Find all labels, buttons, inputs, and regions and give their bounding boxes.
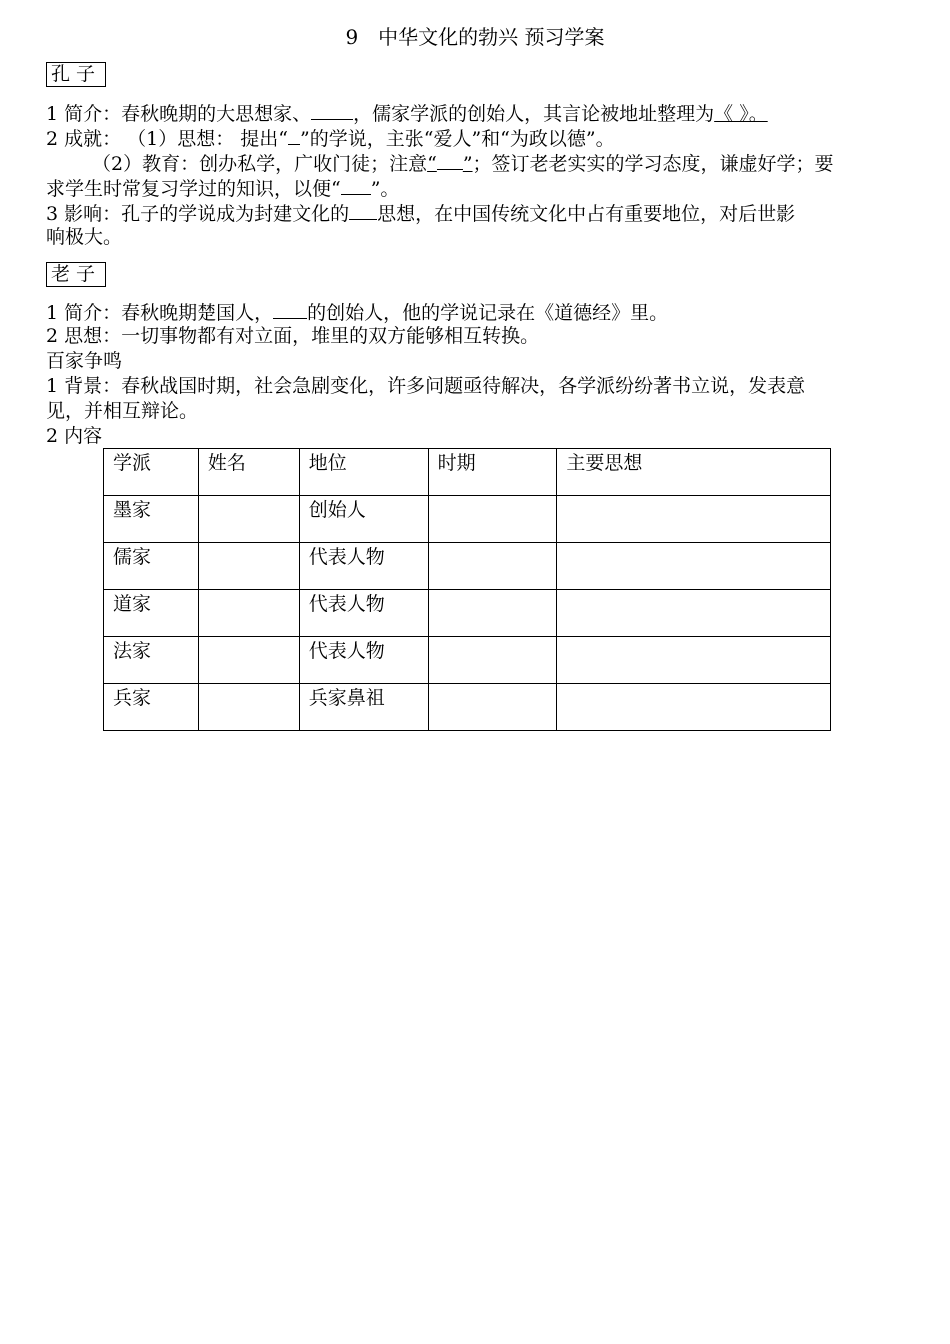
kongzi-intro-text: 1 简介：春秋晚期的大思想家、 [46,103,312,125]
status-cell: 代表人物 [299,637,428,684]
school-cell: 法家 [104,637,199,684]
book-title-blank[interactable]: 《 》。 [714,103,768,125]
period-cell[interactable] [428,590,557,637]
schools-table [103,448,831,731]
kongzi-achievement-text-2: ”的学说，主张“爱人”和“为政以德”。 [300,128,615,150]
blank-field[interactable] [349,200,377,220]
page-title: 9 中华文化的勃兴 预习学案 [345,25,605,49]
status-cell: 代表人物 [299,543,428,590]
baijia-background-line-2: 见，并相互辩论。 [46,400,199,422]
kongzi-education-text-3: 求学生时常复习学过的知识，以便“ [46,178,341,200]
kongzi-influence-line-2: 响极大。 [46,226,123,248]
kongzi-education-text-4: ”。 [370,178,400,200]
period-cell[interactable] [428,496,557,543]
blank-field[interactable] [273,299,307,319]
kongzi-education-text-2: ；签订老老实实的学习态度，谦虚好学；要 [472,153,834,175]
period-cell[interactable] [428,543,557,590]
table-row [104,496,831,543]
header-cell: 时期 [428,449,557,496]
baijia-content-label: 2 内容 [46,425,103,447]
name-cell[interactable] [198,496,299,543]
laozi-intro-line [46,299,906,326]
blank-field[interactable] [341,175,371,195]
school-cell: 道家 [104,590,199,637]
status-cell: 创始人 [299,496,428,543]
laozi-intro-text-2: 的创始人，他的学说记录在《道德经》里。 [307,302,669,324]
table-row [104,590,831,637]
kongzi-influence-line [46,200,906,227]
kongzi-education-line-2 [46,175,906,202]
table-row [104,543,831,590]
name-cell[interactable] [198,543,299,590]
table-row [104,637,831,684]
thought-cell[interactable] [557,684,831,731]
thought-cell[interactable] [557,543,831,590]
kongzi-education-text: （2）教育：创办私学，广收门徒；注意 [92,153,428,175]
thought-cell[interactable] [557,496,831,543]
school-cell: 兵家 [104,684,199,731]
baijia-background-line: 1 背景：春秋战国时期，社会急剧变化，许多问题亟待解决，各学派纷纷著书立说，发表意 [46,375,806,397]
section-heading-laozi: 老子 [46,262,106,287]
header-cell: 学派 [104,449,199,496]
school-cell: 儒家 [104,543,199,590]
kongzi-achievement-line [46,125,906,152]
name-cell[interactable] [198,637,299,684]
header-cell: 地位 [299,449,428,496]
period-cell[interactable] [428,684,557,731]
status-cell: 兵家鼻祖 [299,684,428,731]
header-cell: 主要思想 [557,449,831,496]
laozi-thought-line: 2 思想：一切事物都有对立面，堆里的双方能够相互转换。 [46,325,540,347]
table-header-row [104,449,831,496]
kongzi-intro-text-2: ，儒家学派的创始人，其言论被地址整理为 [353,103,715,125]
table-row [104,684,831,731]
kongzi-intro-line [46,100,906,127]
status-cell: 代表人物 [299,590,428,637]
kongzi-achievement-text: 2 成就： （1）思想： 提出“ [46,128,289,150]
header-cell: 姓名 [198,449,299,496]
kongzi-influence-text-2: 思想，在中国传统文化中占有重要地位，对后世影 [377,203,796,225]
thought-cell[interactable] [557,637,831,684]
kongzi-influence-text: 3 影响：孔子的学说成为封建文化的 [46,203,350,225]
name-cell[interactable] [198,590,299,637]
blank-field[interactable] [437,150,463,170]
section-heading-kongzi: 孔子 [46,62,106,87]
blank-field[interactable] [311,100,353,120]
blank-field[interactable] [288,125,300,145]
laozi-intro-text: 1 简介：春秋晚期楚国人， [46,302,274,324]
quote-open: “ [427,153,437,175]
period-cell[interactable] [428,637,557,684]
kongzi-education-line [92,150,906,177]
quote-close: ” [462,153,473,175]
name-cell[interactable] [198,684,299,731]
thought-cell[interactable] [557,590,831,637]
school-cell: 墨家 [104,496,199,543]
section-heading-baijia: 百家争鸣 [46,350,123,372]
